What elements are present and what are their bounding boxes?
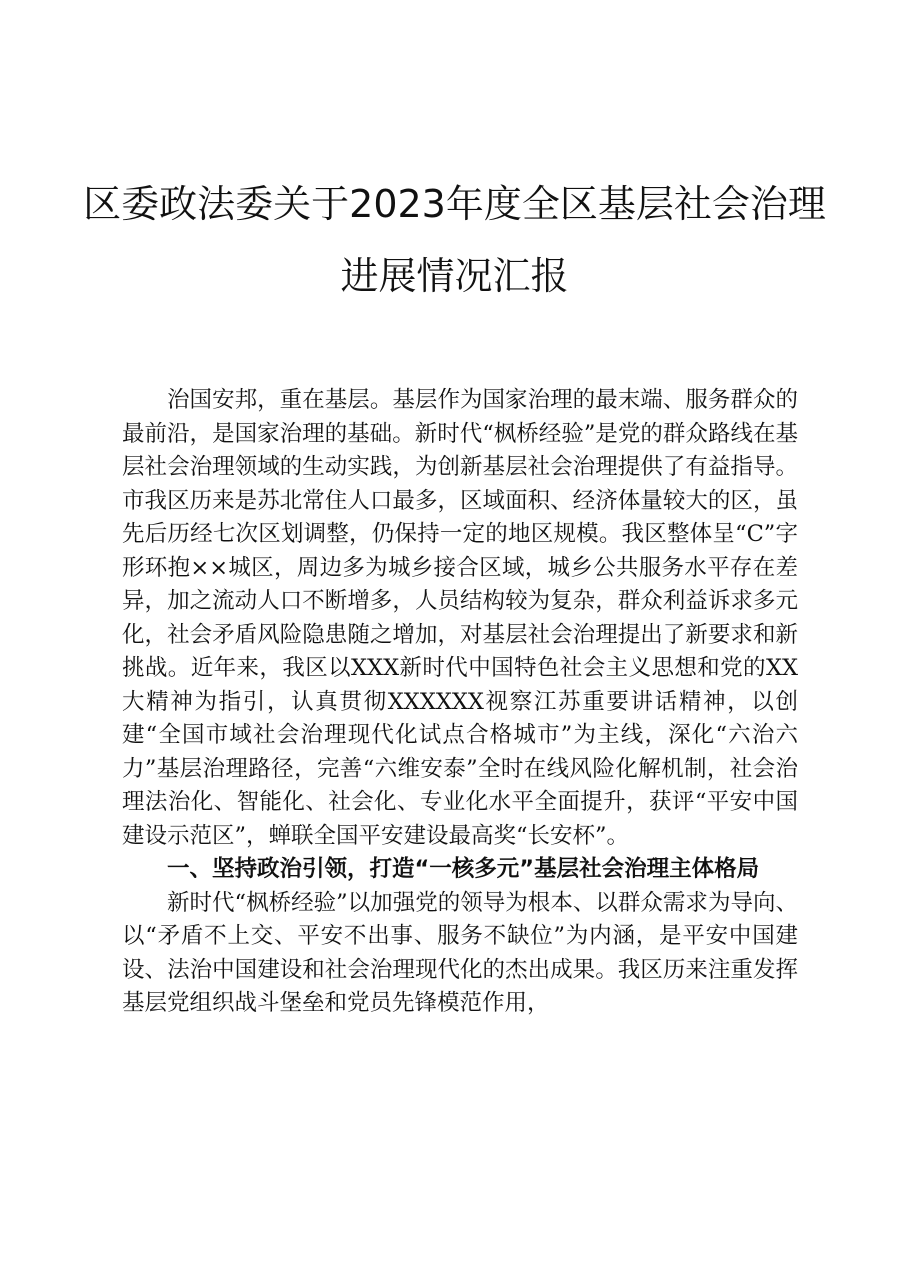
section-heading-1: 一、坚持政治引领，打造“一核多元”基层社会治理主体格局 <box>167 856 760 882</box>
title-line-2: 进展情况汇报 <box>340 254 569 298</box>
body-paragraph-2: 新时代“枫桥经验”以加强党的领导为根本、以群众需求为导向、以“矛盾不上交、平安不出事、服务不缺位”为内涵，是平安中国建设、法治中国建设和社会治理现代化的杰出成果。我区历来注重发挥基层党组织战斗堡垒和党员先锋模范作用， <box>122 889 798 1016</box>
title-line-1: 区委政法委关于2023年度全区基层社会治理 <box>83 182 826 226</box>
document-body <box>122 384 798 1021</box>
body-paragraph-1: 治国安邦，重在基层。基层作为国家治理的最末端、服务群众的最前沿，是国家治理的基础。新时代“枫桥经验”是党的群众路线在基层社会治理领域的生动实践，为创新基层社会治理提供了有益指导。市我区历来是苏北常住人口最多，区域面积、经济体量较大的区，虽先后历经七次区划调整，仍保持一定的地区规模。我区整体呈“C”字形环抱××城区，周边多为城乡接合区域，城乡公共服务水平存在差异，加之流动人口不断增多，人员结构较为复杂，群众利益诉求多元化，社会矛盾风险隐患随之增加，对基层社会治理提出了新要求和新挑战。近年来，我区以XXX新时代中国特色社会主义思想和党的XX大精神为指引，认真贯彻XXXXXX视察江苏重要讲话精神，以创建“全国市域社会治理现代化试点合格城市”为主线，深化“六治六力”基层治理路径，完善“六维安泰”全时在线风险化解机制，社会治理法治化、智能化、社会化、专业化水平全面提升，获评“平安中国建设示范区”，蝉联全国平安建设最高奖“长安杯”。 <box>122 387 798 849</box>
document-title <box>0 168 909 312</box>
